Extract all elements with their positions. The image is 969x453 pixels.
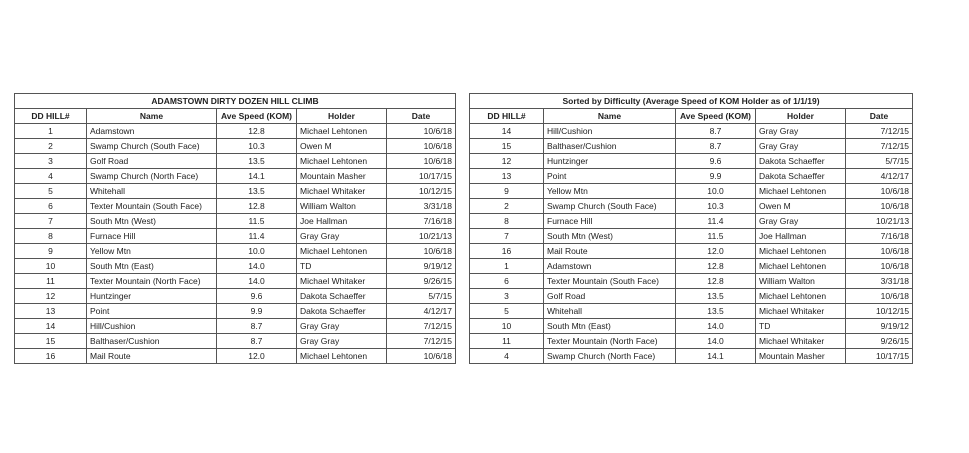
table-row [15, 214, 456, 229]
holder-cell: Michael Lehtonen [756, 289, 846, 304]
avg-speed-cell: 10.0 [676, 184, 756, 199]
table-row [470, 169, 913, 184]
hill-number-cell: 8 [15, 229, 87, 244]
hill-number-cell: 15 [470, 139, 544, 154]
hill-number-cell: 4 [15, 169, 87, 184]
hill-number-cell: 7 [470, 229, 544, 244]
hill-name-cell: Texter Mountain (South Face) [544, 274, 676, 289]
table-row [15, 244, 456, 259]
hill-number-cell: 10 [15, 259, 87, 274]
avg-speed-cell: 12.8 [217, 199, 297, 214]
avg-speed-cell: 12.8 [217, 124, 297, 139]
hill-name-cell: South Mtn (East) [87, 259, 217, 274]
date-cell: 10/6/18 [387, 244, 456, 259]
avg-speed-cell: 9.9 [217, 304, 297, 319]
avg-speed-cell: 12.8 [676, 259, 756, 274]
hill-number-cell: 5 [470, 304, 544, 319]
hill-number-cell: 1 [470, 259, 544, 274]
hill-name-cell: Yellow Mtn [87, 244, 217, 259]
table-row [470, 319, 913, 334]
table-row [15, 334, 456, 349]
hill-number-cell: 13 [15, 304, 87, 319]
holder-cell: Owen M [297, 139, 387, 154]
hill-name-cell: Point [87, 304, 217, 319]
date-cell: 10/6/18 [387, 139, 456, 154]
avg-speed-cell: 9.9 [676, 169, 756, 184]
holder-cell: Dakota Schaeffer [756, 169, 846, 184]
holder-cell: Michael Whitaker [297, 184, 387, 199]
table-row [470, 304, 913, 319]
table-row [15, 229, 456, 244]
hill-number-cell: 15 [15, 334, 87, 349]
hill-number-cell: 9 [15, 244, 87, 259]
table-row [470, 334, 913, 349]
holder-cell: Michael Whitaker [756, 334, 846, 349]
date-cell: 10/6/18 [387, 154, 456, 169]
table-row [470, 289, 913, 304]
header-row [470, 109, 913, 124]
avg-speed-cell: 11.4 [217, 229, 297, 244]
holder-cell: Michael Whitaker [756, 304, 846, 319]
hill-number-cell: 5 [15, 184, 87, 199]
hill-number-cell: 10 [470, 319, 544, 334]
date-cell: 10/6/18 [387, 349, 456, 364]
avg-speed-cell: 13.5 [217, 184, 297, 199]
hill-number-cell: 11 [15, 274, 87, 289]
hill-number-cell: 11 [470, 334, 544, 349]
date-cell: 10/12/15 [387, 184, 456, 199]
avg-speed-cell: 11.5 [676, 229, 756, 244]
table-row [470, 199, 913, 214]
avg-speed-cell: 13.5 [676, 304, 756, 319]
table-row [15, 139, 456, 154]
holder-cell: Michael Lehtonen [297, 124, 387, 139]
hill-number-cell: 16 [470, 244, 544, 259]
hill-name-cell: Swamp Church (South Face) [87, 139, 217, 154]
date-cell: 7/16/18 [846, 229, 913, 244]
holder-cell: Gray Gray [297, 319, 387, 334]
hill-name-cell: Mail Route [544, 244, 676, 259]
avg-speed-cell: 10.0 [217, 244, 297, 259]
hill-name-cell: Whitehall [544, 304, 676, 319]
avg-speed-cell: 14.0 [217, 259, 297, 274]
table-row [15, 199, 456, 214]
hill-climb-table [14, 93, 456, 364]
table-row [470, 184, 913, 199]
holder-cell: Owen M [756, 199, 846, 214]
holder-cell: Michael Lehtonen [756, 259, 846, 274]
holder-cell: Gray Gray [756, 139, 846, 154]
avg-speed-cell: 13.5 [217, 154, 297, 169]
avg-speed-cell: 14.0 [676, 334, 756, 349]
column-header: Ave Speed (KOM) [217, 109, 297, 124]
hill-number-cell: 7 [15, 214, 87, 229]
date-cell: 7/12/15 [387, 334, 456, 349]
holder-cell: Michael Lehtonen [297, 154, 387, 169]
hill-name-cell: Adamstown [87, 124, 217, 139]
holder-cell: Gray Gray [756, 124, 846, 139]
table-row [470, 274, 913, 289]
hill-number-cell: 2 [15, 139, 87, 154]
date-cell: 4/12/17 [387, 304, 456, 319]
date-cell: 7/12/15 [846, 139, 913, 154]
table-row [15, 259, 456, 274]
avg-speed-cell: 12.8 [676, 274, 756, 289]
hill-number-cell: 2 [470, 199, 544, 214]
hill-name-cell: Furnace Hill [87, 229, 217, 244]
column-header: DD HILL# [15, 109, 87, 124]
hill-name-cell: Swamp Church (South Face) [544, 199, 676, 214]
hill-name-cell: Balthaser/Cushion [544, 139, 676, 154]
avg-speed-cell: 10.3 [676, 199, 756, 214]
table-row [15, 349, 456, 364]
column-header: DD HILL# [470, 109, 544, 124]
hill-name-cell: Yellow Mtn [544, 184, 676, 199]
header-row [15, 109, 456, 124]
date-cell: 7/16/18 [387, 214, 456, 229]
holder-cell: Gray Gray [297, 229, 387, 244]
holder-cell: TD [297, 259, 387, 274]
hill-number-cell: 1 [15, 124, 87, 139]
hill-number-cell: 4 [470, 349, 544, 364]
holder-cell: Michael Lehtonen [297, 349, 387, 364]
date-cell: 7/12/15 [387, 319, 456, 334]
date-cell: 7/12/15 [846, 124, 913, 139]
column-header: Holder [756, 109, 846, 124]
date-cell: 10/6/18 [846, 184, 913, 199]
column-header: Date [846, 109, 913, 124]
avg-speed-cell: 11.4 [676, 214, 756, 229]
avg-speed-cell: 8.7 [676, 124, 756, 139]
table-row [15, 274, 456, 289]
hill-number-cell: 6 [470, 274, 544, 289]
hill-number-cell: 9 [470, 184, 544, 199]
table-row [15, 169, 456, 184]
avg-speed-cell: 8.7 [676, 139, 756, 154]
holder-cell: Joe Hallman [297, 214, 387, 229]
holder-cell: Mountain Masher [297, 169, 387, 184]
hill-name-cell: Whitehall [87, 184, 217, 199]
date-cell: 10/6/18 [387, 124, 456, 139]
date-cell: 10/17/15 [387, 169, 456, 184]
avg-speed-cell: 14.1 [217, 169, 297, 184]
date-cell: 10/17/15 [846, 349, 913, 364]
table-row [15, 184, 456, 199]
avg-speed-cell: 11.5 [217, 214, 297, 229]
hill-name-cell: Texter Mountain (North Face) [544, 334, 676, 349]
date-cell: 10/12/15 [846, 304, 913, 319]
hill-number-cell: 8 [470, 214, 544, 229]
hill-number-cell: 14 [15, 319, 87, 334]
holder-cell: Dakota Schaeffer [756, 154, 846, 169]
date-cell: 10/21/13 [387, 229, 456, 244]
holder-cell: Michael Lehtonen [756, 244, 846, 259]
holder-cell: William Walton [756, 274, 846, 289]
hill-name-cell: Huntzinger [87, 289, 217, 304]
table-row [470, 214, 913, 229]
holder-cell: Mountain Masher [756, 349, 846, 364]
date-cell: 9/19/12 [846, 319, 913, 334]
table-row [470, 349, 913, 364]
avg-speed-cell: 9.6 [217, 289, 297, 304]
hill-name-cell: Swamp Church (North Face) [544, 349, 676, 364]
table-row [15, 289, 456, 304]
hill-number-cell: 16 [15, 349, 87, 364]
hill-name-cell: Mail Route [87, 349, 217, 364]
hill-name-cell: Texter Mountain (North Face) [87, 274, 217, 289]
date-cell: 3/31/18 [387, 199, 456, 214]
avg-speed-cell: 9.6 [676, 154, 756, 169]
date-cell: 9/26/15 [846, 334, 913, 349]
hill-name-cell: Furnace Hill [544, 214, 676, 229]
table-row [15, 319, 456, 334]
avg-speed-cell: 14.0 [217, 274, 297, 289]
table-row [15, 304, 456, 319]
sorted-by-difficulty-table [469, 93, 913, 364]
table-row [470, 259, 913, 274]
table-row [15, 124, 456, 139]
hill-name-cell: Texter Mountain (South Face) [87, 199, 217, 214]
hill-name-cell: South Mtn (West) [87, 214, 217, 229]
hill-name-cell: South Mtn (East) [544, 319, 676, 334]
holder-cell: Joe Hallman [756, 229, 846, 244]
avg-speed-cell: 8.7 [217, 319, 297, 334]
hill-name-cell: Hill/Cushion [87, 319, 217, 334]
holder-cell: Gray Gray [756, 214, 846, 229]
hill-number-cell: 12 [470, 154, 544, 169]
table-row [470, 139, 913, 154]
holder-cell: Dakota Schaeffer [297, 304, 387, 319]
hill-number-cell: 3 [470, 289, 544, 304]
hill-name-cell: Huntzinger [544, 154, 676, 169]
holder-cell: Dakota Schaeffer [297, 289, 387, 304]
avg-speed-cell: 12.0 [217, 349, 297, 364]
holder-cell: Michael Lehtonen [297, 244, 387, 259]
date-cell: 3/31/18 [846, 274, 913, 289]
hill-name-cell: Swamp Church (North Face) [87, 169, 217, 184]
hill-number-cell: 6 [15, 199, 87, 214]
holder-cell: William Walton [297, 199, 387, 214]
hill-name-cell: Golf Road [544, 289, 676, 304]
hill-name-cell: Golf Road [87, 154, 217, 169]
column-header: Ave Speed (KOM) [676, 109, 756, 124]
column-header: Name [544, 109, 676, 124]
column-header: Date [387, 109, 456, 124]
table-row [470, 229, 913, 244]
date-cell: 9/19/12 [387, 259, 456, 274]
holder-cell: Michael Lehtonen [756, 184, 846, 199]
table-row [15, 154, 456, 169]
avg-speed-cell: 13.5 [676, 289, 756, 304]
date-cell: 4/12/17 [846, 169, 913, 184]
hill-number-cell: 13 [470, 169, 544, 184]
table-row [470, 124, 913, 139]
table-title: ADAMSTOWN DIRTY DOZEN HILL CLIMB [15, 94, 456, 109]
table-row [470, 244, 913, 259]
hill-name-cell: Balthaser/Cushion [87, 334, 217, 349]
hill-name-cell: Adamstown [544, 259, 676, 274]
column-header: Name [87, 109, 217, 124]
holder-cell: Michael Whitaker [297, 274, 387, 289]
hill-number-cell: 12 [15, 289, 87, 304]
holder-cell: Gray Gray [297, 334, 387, 349]
hill-name-cell: South Mtn (West) [544, 229, 676, 244]
hill-name-cell: Hill/Cushion [544, 124, 676, 139]
date-cell: 5/7/15 [846, 154, 913, 169]
avg-speed-cell: 12.0 [676, 244, 756, 259]
hill-number-cell: 3 [15, 154, 87, 169]
column-header: Holder [297, 109, 387, 124]
hill-number-cell: 14 [470, 124, 544, 139]
avg-speed-cell: 10.3 [217, 139, 297, 154]
holder-cell: TD [756, 319, 846, 334]
date-cell: 9/26/15 [387, 274, 456, 289]
date-cell: 5/7/15 [387, 289, 456, 304]
table-title: Sorted by Difficulty (Average Speed of KOM Holder as of 1/1/19) [470, 94, 913, 109]
avg-speed-cell: 14.1 [676, 349, 756, 364]
date-cell: 10/6/18 [846, 244, 913, 259]
date-cell: 10/21/13 [846, 214, 913, 229]
hill-name-cell: Point [544, 169, 676, 184]
avg-speed-cell: 14.0 [676, 319, 756, 334]
table-row [470, 154, 913, 169]
avg-speed-cell: 8.7 [217, 334, 297, 349]
date-cell: 10/6/18 [846, 259, 913, 274]
date-cell: 10/6/18 [846, 199, 913, 214]
date-cell: 10/6/18 [846, 289, 913, 304]
